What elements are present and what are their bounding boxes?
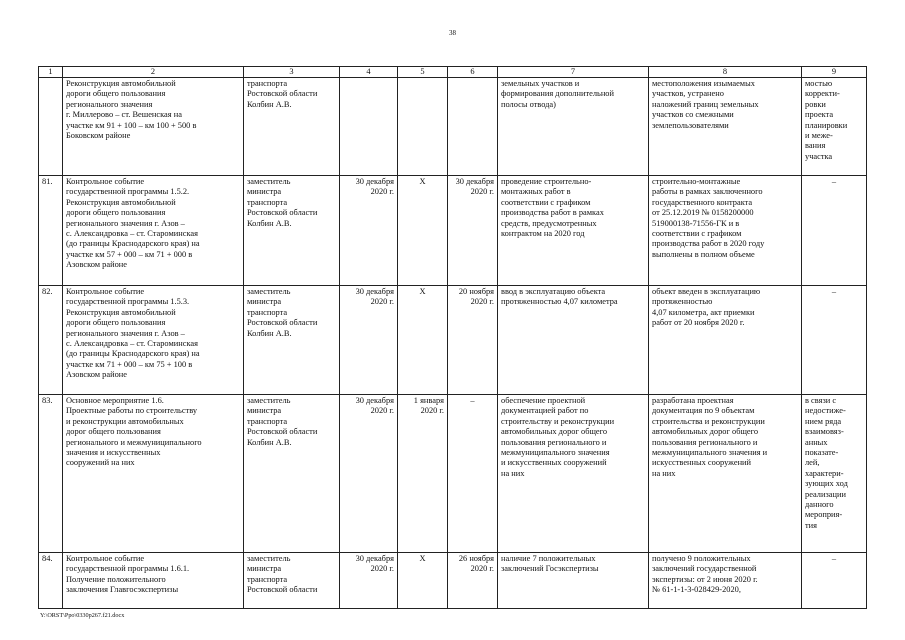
actual-end-date: 30 декабря 2020 г. — [448, 176, 498, 286]
row-number: 81. — [39, 176, 63, 286]
actual-start-date — [398, 78, 448, 176]
header-col-6: 6 — [448, 67, 498, 78]
row-number: 82. — [39, 286, 63, 395]
table-row — [39, 78, 867, 176]
header-col-4: 4 — [340, 67, 398, 78]
event-name: Основное мероприятие 1.6. Проектные работы по строительству и реконструкции автомобильных дорог общего пользования регионального и межмуниципального значения и искусственных сооружений на них — [63, 395, 244, 553]
planned-end-date — [340, 78, 398, 176]
actual-end-date: 20 ноября 2020 г. — [448, 286, 498, 395]
file-path-footer: Y:\ORST\Ppo\0330p267.f21.docx — [40, 612, 125, 619]
header-col-7: 7 — [498, 67, 649, 78]
responsible-person: транспорта Ростовской области Колбин А.В. — [244, 78, 340, 176]
header-col-5: 5 — [398, 67, 448, 78]
row-number: 83. — [39, 395, 63, 553]
expected-result: обеспечение проектной документацией работ по строительству и реконструкции автомобильных дорог общего пользования регионального и межмуниципального значения и искусственных сооружений на них — [498, 395, 649, 553]
actual-start-date: X — [398, 176, 448, 286]
event-name: Реконструкция автомобильной дороги общего пользования регионального значения г. Миллерово – ст. Вешенская на участке км 91 + 100 – км 100 + 500 в Боковском районе — [63, 78, 244, 176]
actual-end-date — [448, 78, 498, 176]
actual-end-date: 26 ноября 2020 г. — [448, 553, 498, 609]
expected-result: ввод в эксплуатацию объекта протяженностью 4,07 километра — [498, 286, 649, 395]
header-col-3: 3 — [244, 67, 340, 78]
planned-end-date: 30 декабря 2020 г. — [340, 395, 398, 553]
planned-end-date: 30 декабря 2020 г. — [340, 286, 398, 395]
expected-result: наличие 7 положительных заключений Госэкспертизы — [498, 553, 649, 609]
actual-end-date: – — [448, 395, 498, 553]
actual-start-date: X — [398, 553, 448, 609]
report-table — [38, 66, 867, 609]
achieved-result: разработана проектная документация по 9 объектам строительства и реконструкции автомобильных дорог общего пользования регионального и межмуниципального значения и искусственных сооружений на них — [649, 395, 802, 553]
planned-end-date: 30 декабря 2020 г. — [340, 553, 398, 609]
achieved-result: строительно-монтажные работы в рамках заключенного государственного контракта от 25.12.2019 № 0158200000 519000138-71556-ГК и в соответствии с графиком производства работ в 2020 году выполнены в полном объеме — [649, 176, 802, 286]
event-name: Контрольное событие государственной программы 1.5.3. Реконструкция автомобильной дороги общего пользования регионального значения г. Азов – с. Александровка – ст. Староминская (до границы Краснодарского края) на участке км 71 + 000 – км 75 + 100 в Азовском районе — [63, 286, 244, 395]
table-row — [39, 176, 867, 286]
problems-note: мостью корректи- ровки проекта планировки и меже- вания участка — [802, 78, 867, 176]
header-col-9: 9 — [802, 67, 867, 78]
achieved-result: получено 9 положительных заключений государственной экспертизы: от 2 июня 2020 г. № 61-1-1-3-028429-2020, — [649, 553, 802, 609]
responsible-person: заместитель министра транспорта Ростовской области Колбин А.В. — [244, 395, 340, 553]
actual-start-date: X — [398, 286, 448, 395]
event-name: Контрольное событие государственной программы 1.5.2. Реконструкция автомобильной дороги общего пользования регионального значения г. Азов – с. Александровка – ст. Староминская (до границы Краснодарского края) на участке км 57 + 000 – км 71 + 000 в Азовском районе — [63, 176, 244, 286]
responsible-person: заместитель министра транспорта Ростовской области Колбин А.В. — [244, 176, 340, 286]
responsible-person: заместитель министра транспорта Ростовской области Колбин А.В. — [244, 286, 340, 395]
event-name: Контрольное событие государственной программы 1.6.1. Получение положительного заключения Главгосэкспертизы — [63, 553, 244, 609]
achieved-result: местоположения изымаемых участков, устранено наложений границ земельных участков со смежными землепользователями — [649, 78, 802, 176]
problems-note: – — [802, 176, 867, 286]
row-number: 84. — [39, 553, 63, 609]
header-col-2: 2 — [63, 67, 244, 78]
table-header — [39, 67, 867, 78]
table-row — [39, 286, 867, 395]
problems-note: – — [802, 553, 867, 609]
header-col-8: 8 — [649, 67, 802, 78]
header-col-1: 1 — [39, 67, 63, 78]
table-row — [39, 553, 867, 609]
achieved-result: объект введен в эксплуатацию протяженностью 4,07 километра, акт приемки работ от 20 ноября 2020 г. — [649, 286, 802, 395]
responsible-person: заместитель министра транспорта Ростовской области — [244, 553, 340, 609]
planned-end-date: 30 декабря 2020 г. — [340, 176, 398, 286]
problems-note: в связи с недостиже- нием ряда взаимовяз- анных показате- лей, характери- зующих ход реализации данного мероприя- тия — [802, 395, 867, 553]
actual-start-date: 1 января 2020 г. — [398, 395, 448, 553]
problems-note: – — [802, 286, 867, 395]
header-row — [39, 67, 867, 78]
expected-result: проведение строительно- монтажных работ в соответствии с графиком производства работ в рамках средств, предусмотренных контрактом на 2020 год — [498, 176, 649, 286]
table-row — [39, 395, 867, 553]
page-number: 38 — [449, 29, 456, 37]
row-number — [39, 78, 63, 176]
expected-result: земельных участков и формирования дополнительной полосы отвода) — [498, 78, 649, 176]
